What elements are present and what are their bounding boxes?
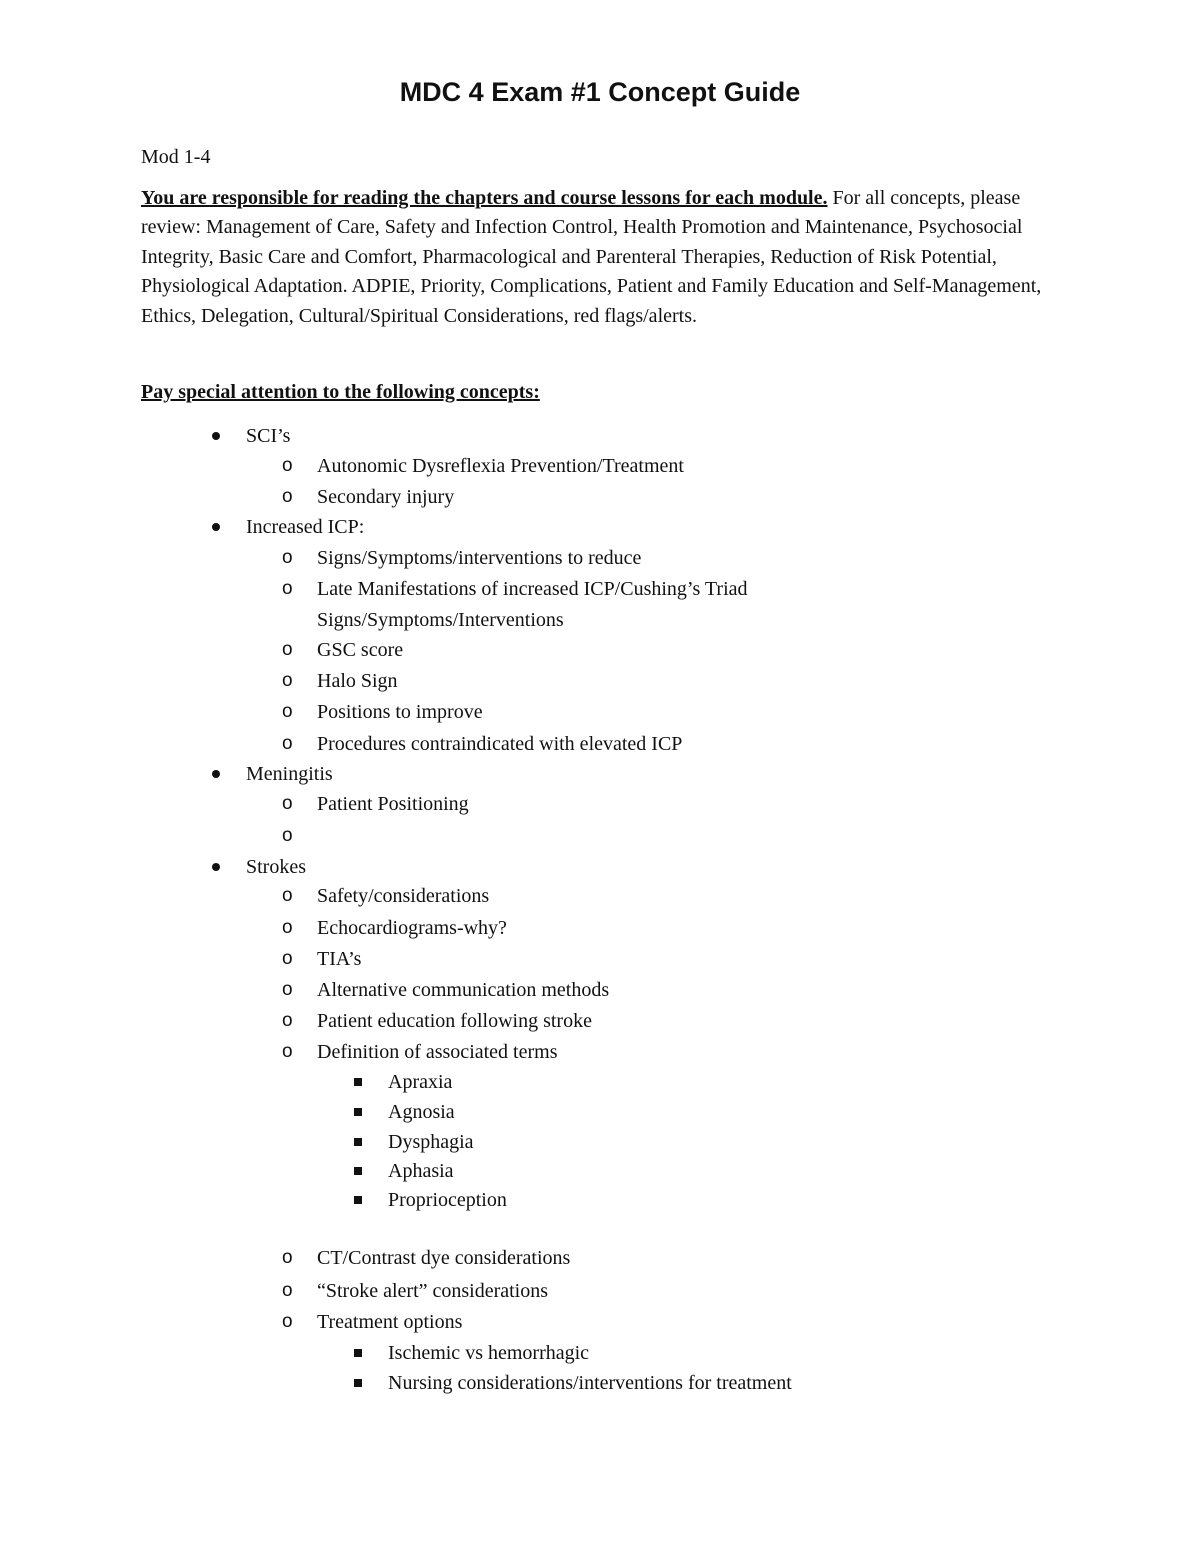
circle-bullet-icon: o (282, 1280, 293, 1301)
term-item: Proprioception (388, 1189, 507, 1211)
term-item: Agnosia (388, 1101, 455, 1123)
concept-strokes-label: Strokes (246, 856, 306, 878)
circle-bullet-icon: o (282, 917, 293, 938)
disc-bullet-icon (212, 863, 220, 871)
list-item: Procedures contraindicated with elevated ICP (317, 733, 683, 755)
list-item: Alternative communication methods (317, 979, 610, 1001)
circle-bullet-icon: o (282, 455, 293, 476)
square-bullet-icon (354, 1167, 362, 1175)
disc-bullet-icon (212, 523, 220, 531)
list-item: Halo Sign (317, 670, 398, 692)
special-attention-heading: Pay special attention to the following concepts: (141, 381, 540, 403)
circle-bullet-icon: o (282, 733, 293, 754)
list-item: Signs/Symptoms/interventions to reduce (317, 547, 642, 569)
circle-bullet-icon: o (282, 825, 293, 846)
list-item: Late Manifestations of increased ICP/Cushing’s Triad (317, 578, 748, 600)
treatment-item: Nursing considerations/interventions for treatment (388, 1372, 792, 1394)
circle-bullet-icon: o (282, 639, 293, 660)
disc-bullet-icon (212, 432, 220, 440)
disc-bullet-icon (212, 770, 220, 778)
circle-bullet-icon: o (282, 547, 293, 568)
intro-bold-text: You are responsible for reading the chapters and course lessons for each module. (141, 187, 828, 209)
list-item: GSC score (317, 639, 404, 661)
list-item: Safety/considerations (317, 885, 490, 907)
intro-paragraph (141, 184, 1051, 331)
circle-bullet-icon: o (282, 1041, 293, 1062)
intro-review-text: For all concepts, please review: Management of Care, Safety and Infection Control, Health Promotion and Maintenance, Psychosocial Integrity, Basic Care and Comfort, Pharmacological and Parenteral Therapies, Reduction of Risk Potential, Physiological Adaptation. ADPIE, Priority, Complications, Patient and Family Education and Self-Management, Ethics, Delegation, Cultural/Spiritual Considerations, red flags/alerts. (141, 187, 1042, 327)
list-item: Autonomic Dysreflexia Prevention/Treatment (317, 455, 684, 477)
term-item: Dysphagia (388, 1131, 474, 1153)
term-item: Apraxia (388, 1071, 453, 1093)
treatment-item: Ischemic vs hemorrhagic (388, 1342, 590, 1364)
square-bullet-icon (354, 1379, 362, 1387)
list-item: Secondary injury (317, 486, 455, 508)
concept-meningitis-label: Meningitis (246, 763, 333, 785)
concept-icp-label: Increased ICP: (246, 516, 365, 538)
square-bullet-icon (354, 1196, 362, 1204)
list-item: Echocardiograms-why? (317, 917, 507, 939)
list-item: TIA’s (317, 948, 362, 970)
circle-bullet-icon: o (282, 948, 293, 969)
list-item: Treatment options (317, 1311, 463, 1333)
circle-bullet-icon: o (282, 1247, 293, 1268)
square-bullet-icon (354, 1078, 362, 1086)
term-item: Aphasia (388, 1160, 454, 1182)
circle-bullet-icon: o (282, 486, 293, 507)
list-item: “Stroke alert” considerations (317, 1280, 549, 1302)
square-bullet-icon (354, 1349, 362, 1357)
circle-bullet-icon: o (282, 578, 293, 599)
circle-bullet-icon: o (282, 885, 293, 906)
square-bullet-icon (354, 1108, 362, 1116)
circle-bullet-icon: o (282, 1010, 293, 1031)
circle-bullet-icon: o (282, 1311, 293, 1332)
list-item: CT/Contrast dye considerations (317, 1247, 571, 1269)
document-title: MDC 4 Exam #1 Concept Guide (399, 77, 801, 107)
circle-bullet-icon: o (282, 793, 293, 814)
module-range: Mod 1-4 (141, 146, 211, 168)
square-bullet-icon (354, 1138, 362, 1146)
list-item: Patient Positioning (317, 793, 469, 815)
list-item: Positions to improve (317, 701, 483, 723)
list-item: Definition of associated terms (317, 1041, 558, 1063)
concept-sci-label: SCI’s (246, 425, 291, 447)
circle-bullet-icon: o (282, 701, 293, 722)
circle-bullet-icon: o (282, 979, 293, 1000)
circle-bullet-icon: o (282, 670, 293, 691)
list-item-continuation: Signs/Symptoms/Interventions (317, 609, 564, 631)
list-item: Patient education following stroke (317, 1010, 592, 1032)
